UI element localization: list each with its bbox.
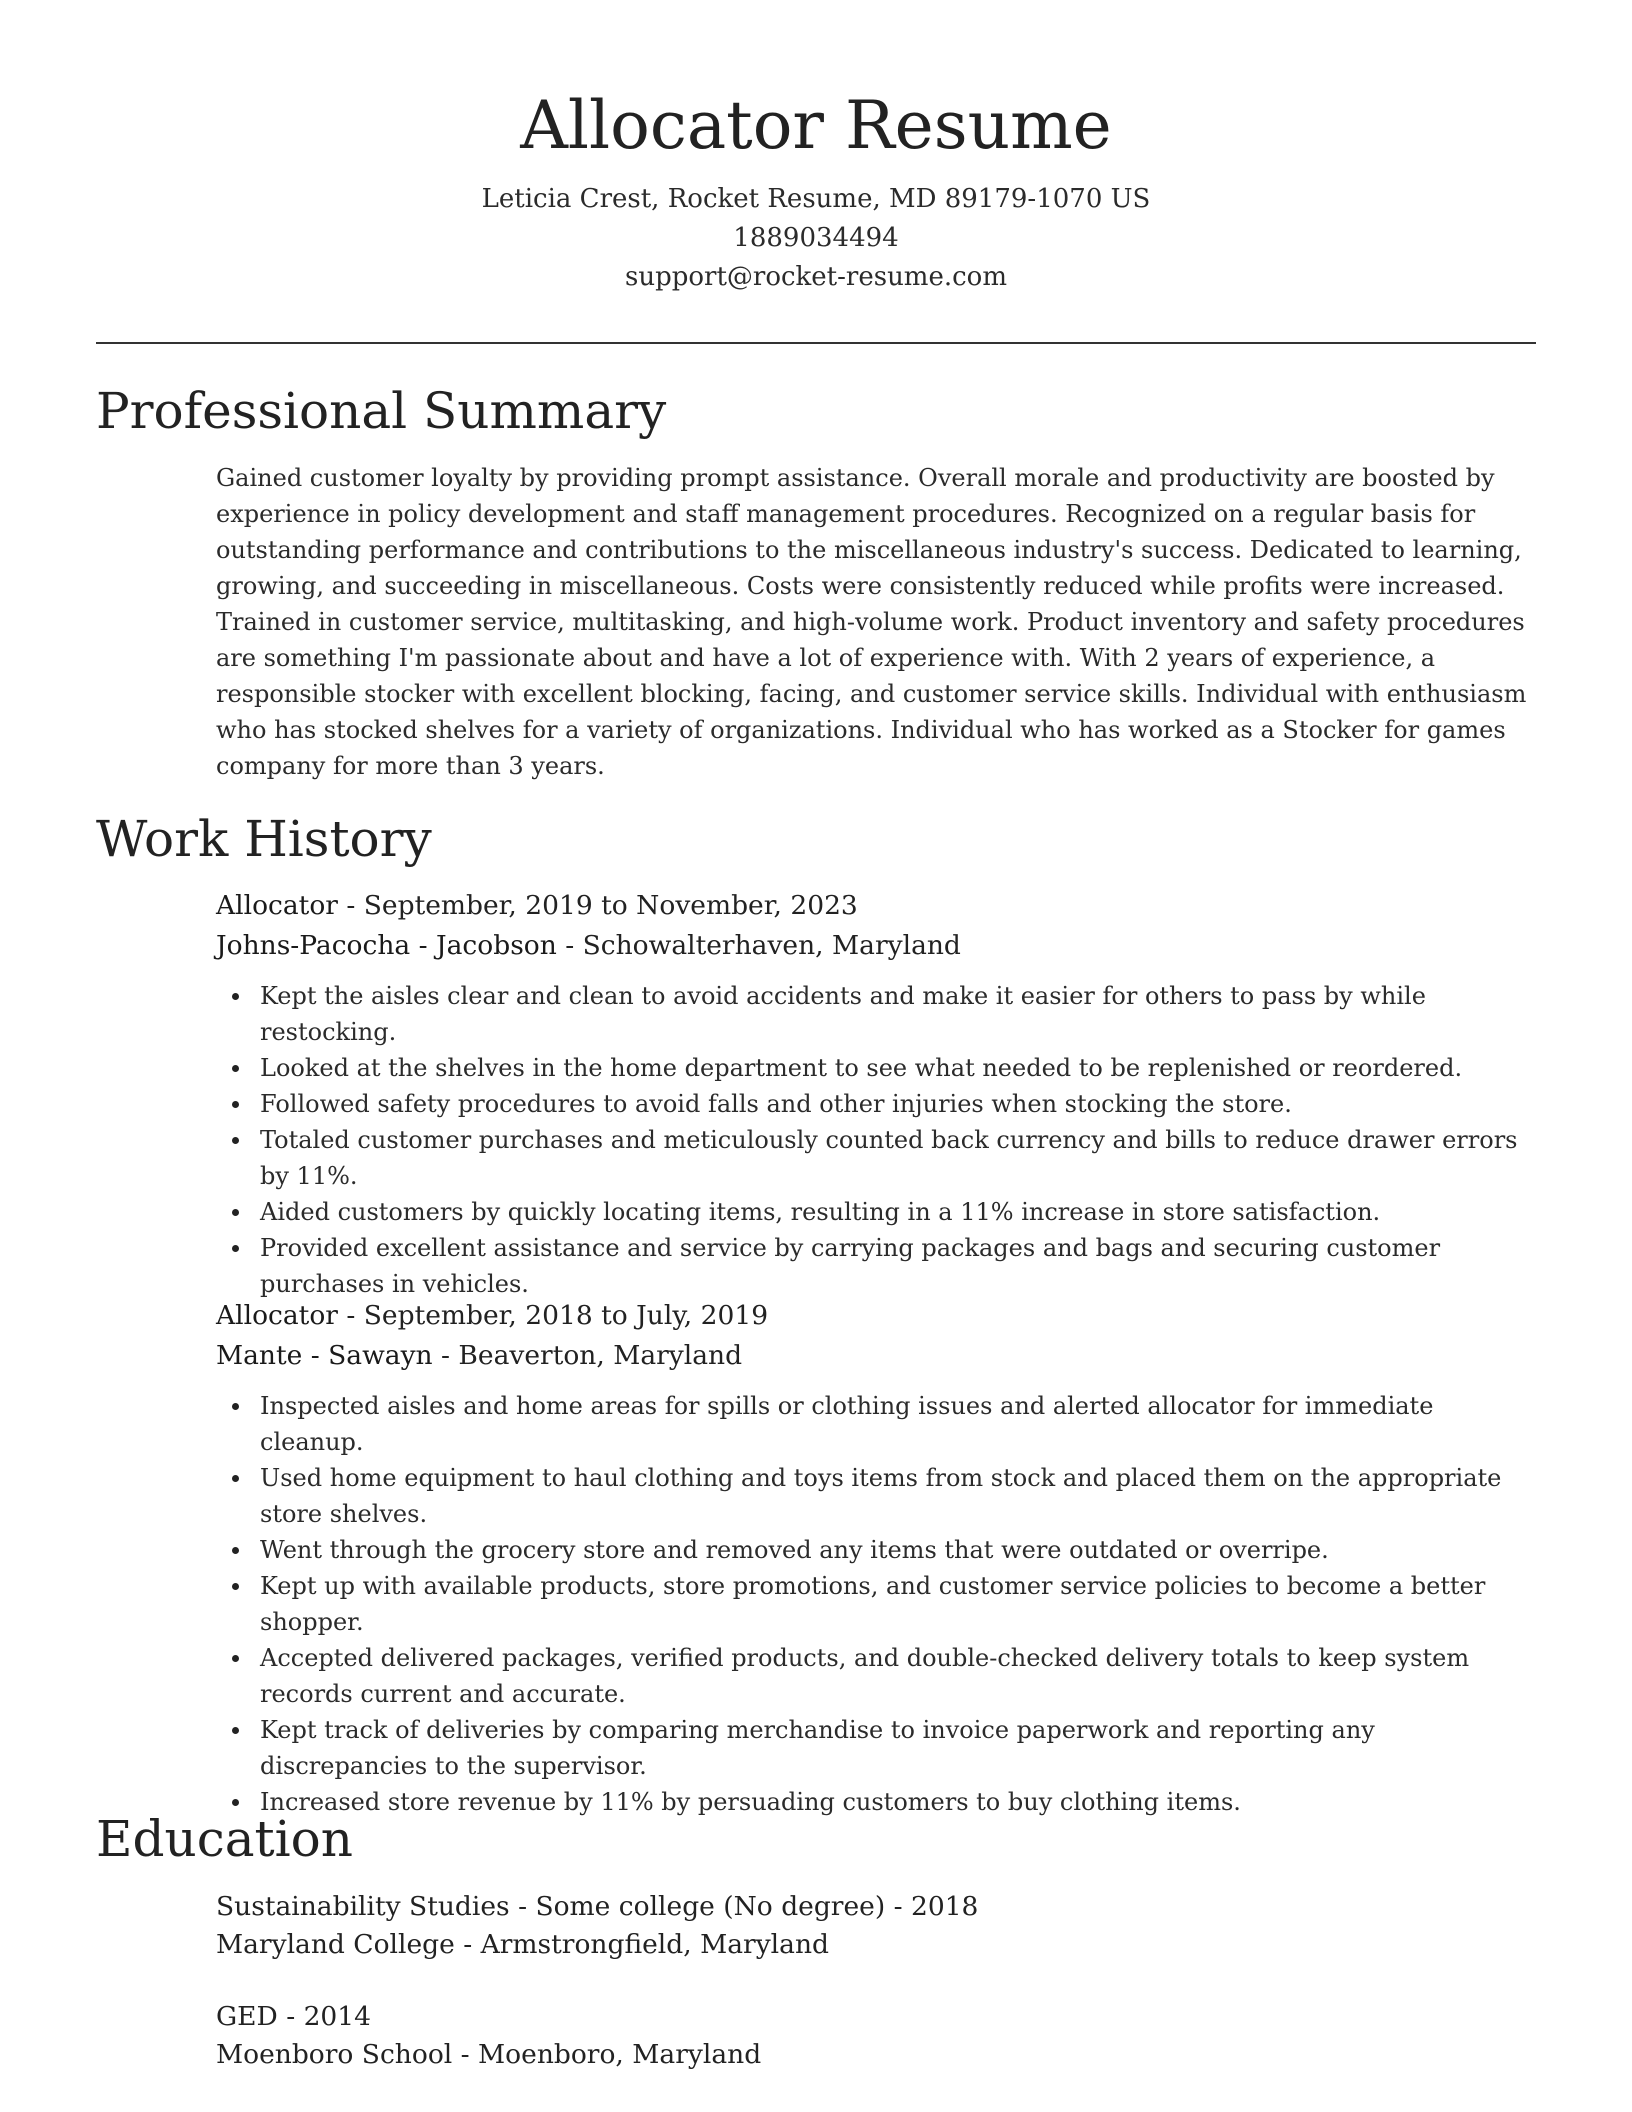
job-dates: - September, 2018 to July, 2019 bbox=[337, 1300, 769, 1331]
summary-section bbox=[216, 460, 1536, 784]
job-company: Mante - Sawayn bbox=[216, 1340, 433, 1371]
education-entry bbox=[216, 1888, 1536, 1964]
education-school: Maryland College bbox=[216, 1929, 455, 1960]
education-heading: Education bbox=[96, 1810, 353, 1868]
education-entry bbox=[216, 1998, 1536, 2074]
contact-email: support@rocket-resume.com bbox=[624, 262, 1007, 292]
job-bullet: Accepted delivered packages, verified products, and double-checked delivery totals to keep system records current and accurate. bbox=[260, 1640, 1536, 1712]
education-location: - Moenboro, Maryland bbox=[452, 2039, 762, 2070]
job-location: - Schowalterhaven, Maryland bbox=[556, 930, 961, 961]
education-degree: Sustainability Studies bbox=[216, 1891, 510, 1922]
job-bullet: Totaled customer purchases and meticulously counted back currency and bills to reduce drawer errors by 11%. bbox=[260, 1122, 1536, 1194]
job-company-line bbox=[216, 926, 1536, 966]
job-entry bbox=[216, 1296, 1536, 1820]
job-bullet: Used home equipment to haul clothing and toys items from stock and placed them on the appropriate store shelves. bbox=[260, 1460, 1536, 1532]
job-bullet: Kept up with available products, store promotions, and customer service policies to become a better shopper. bbox=[260, 1568, 1536, 1640]
resume-header bbox=[96, 80, 1536, 297]
job-role: Allocator bbox=[216, 890, 338, 921]
contact-address: Leticia Crest, Rocket Resume, MD 89179-1070 US bbox=[481, 184, 1151, 214]
education-details: - Some college (No degree) - 2018 bbox=[509, 1891, 979, 1922]
job-company-line bbox=[216, 1336, 1536, 1376]
education-school: Moenboro School bbox=[216, 2039, 453, 2070]
education-school-line bbox=[216, 2036, 1536, 2074]
job-dates: - September, 2019 to November, 2023 bbox=[337, 890, 858, 921]
education-location: - Armstrongfield, Maryland bbox=[454, 1929, 829, 1960]
job-location: - Beaverton, Maryland bbox=[432, 1340, 743, 1371]
summary-heading: Professional Summary bbox=[96, 382, 667, 440]
job-bullet: Kept track of deliveries by comparing merchandise to invoice paperwork and reporting any discrepancies to the supervisor. bbox=[260, 1712, 1536, 1784]
job-entry bbox=[216, 886, 1536, 1302]
job-bullet: Provided excellent assistance and service by carrying packages and bags and securing customer purchases in vehicles. bbox=[260, 1230, 1536, 1302]
job-company: Johns-Pacocha - Jacobson bbox=[216, 930, 557, 961]
job-bullet: Kept the aisles clear and clean to avoid accidents and make it easier for others to pass by while restocking. bbox=[260, 978, 1536, 1050]
job-bullets bbox=[216, 978, 1536, 1302]
job-bullet: Increased store revenue by 11% by persuading customers to buy clothing items. bbox=[260, 1784, 1536, 1820]
job-title-line bbox=[216, 1296, 1536, 1336]
job-title-line bbox=[216, 886, 1536, 926]
education-degree-line bbox=[216, 1888, 1536, 1926]
resume-title: Allocator Resume bbox=[520, 87, 1112, 164]
job-role: Allocator bbox=[216, 1300, 338, 1331]
education-degree: GED bbox=[216, 2001, 278, 2032]
job-bullet: Aided customers by quickly locating items, resulting in a 11% increase in store satisfaction. bbox=[260, 1194, 1536, 1230]
job-bullets bbox=[216, 1388, 1536, 1820]
job-bullet: Looked at the shelves in the home department to see what needed to be replenished or reordered. bbox=[260, 1050, 1536, 1086]
contact-phone: 1889034494 bbox=[733, 223, 899, 253]
education-details: - 2014 bbox=[277, 2001, 372, 2032]
work-history-heading: Work History bbox=[96, 810, 432, 868]
job-bullet: Inspected aisles and home areas for spills or clothing issues and alerted allocator for immediate cleanup. bbox=[260, 1388, 1536, 1460]
job-bullet: Followed safety procedures to avoid falls and other injuries when stocking the store. bbox=[260, 1086, 1536, 1122]
header-divider bbox=[96, 342, 1536, 344]
summary-text: Gained customer loyalty by providing prompt assistance. Overall morale and productivity are boosted by experience in policy development and staff management procedures. Recognized on a regular basis for outstanding performance and contributions to the miscellaneous industry's success. Dedicated to learning, growing, and succeeding in miscellaneous. Costs were consistently reduced while profits were increased. Trained in customer service, multitasking, and high-volume work. Product inventory and safety procedures are something I'm passionate about and have a lot of experience with. With 2 years of experience, a responsible stocker with excellent blocking, facing, and customer service skills. Individual with enthusiasm who has stocked shelves for a variety of organizations. Individual who has worked as a Stocker for games company for more than 3 years. bbox=[216, 464, 1527, 780]
job-bullet: Went through the grocery store and removed any items that were outdated or overripe. bbox=[260, 1532, 1536, 1568]
education-school-line bbox=[216, 1926, 1536, 1964]
education-degree-line bbox=[216, 1998, 1536, 2036]
